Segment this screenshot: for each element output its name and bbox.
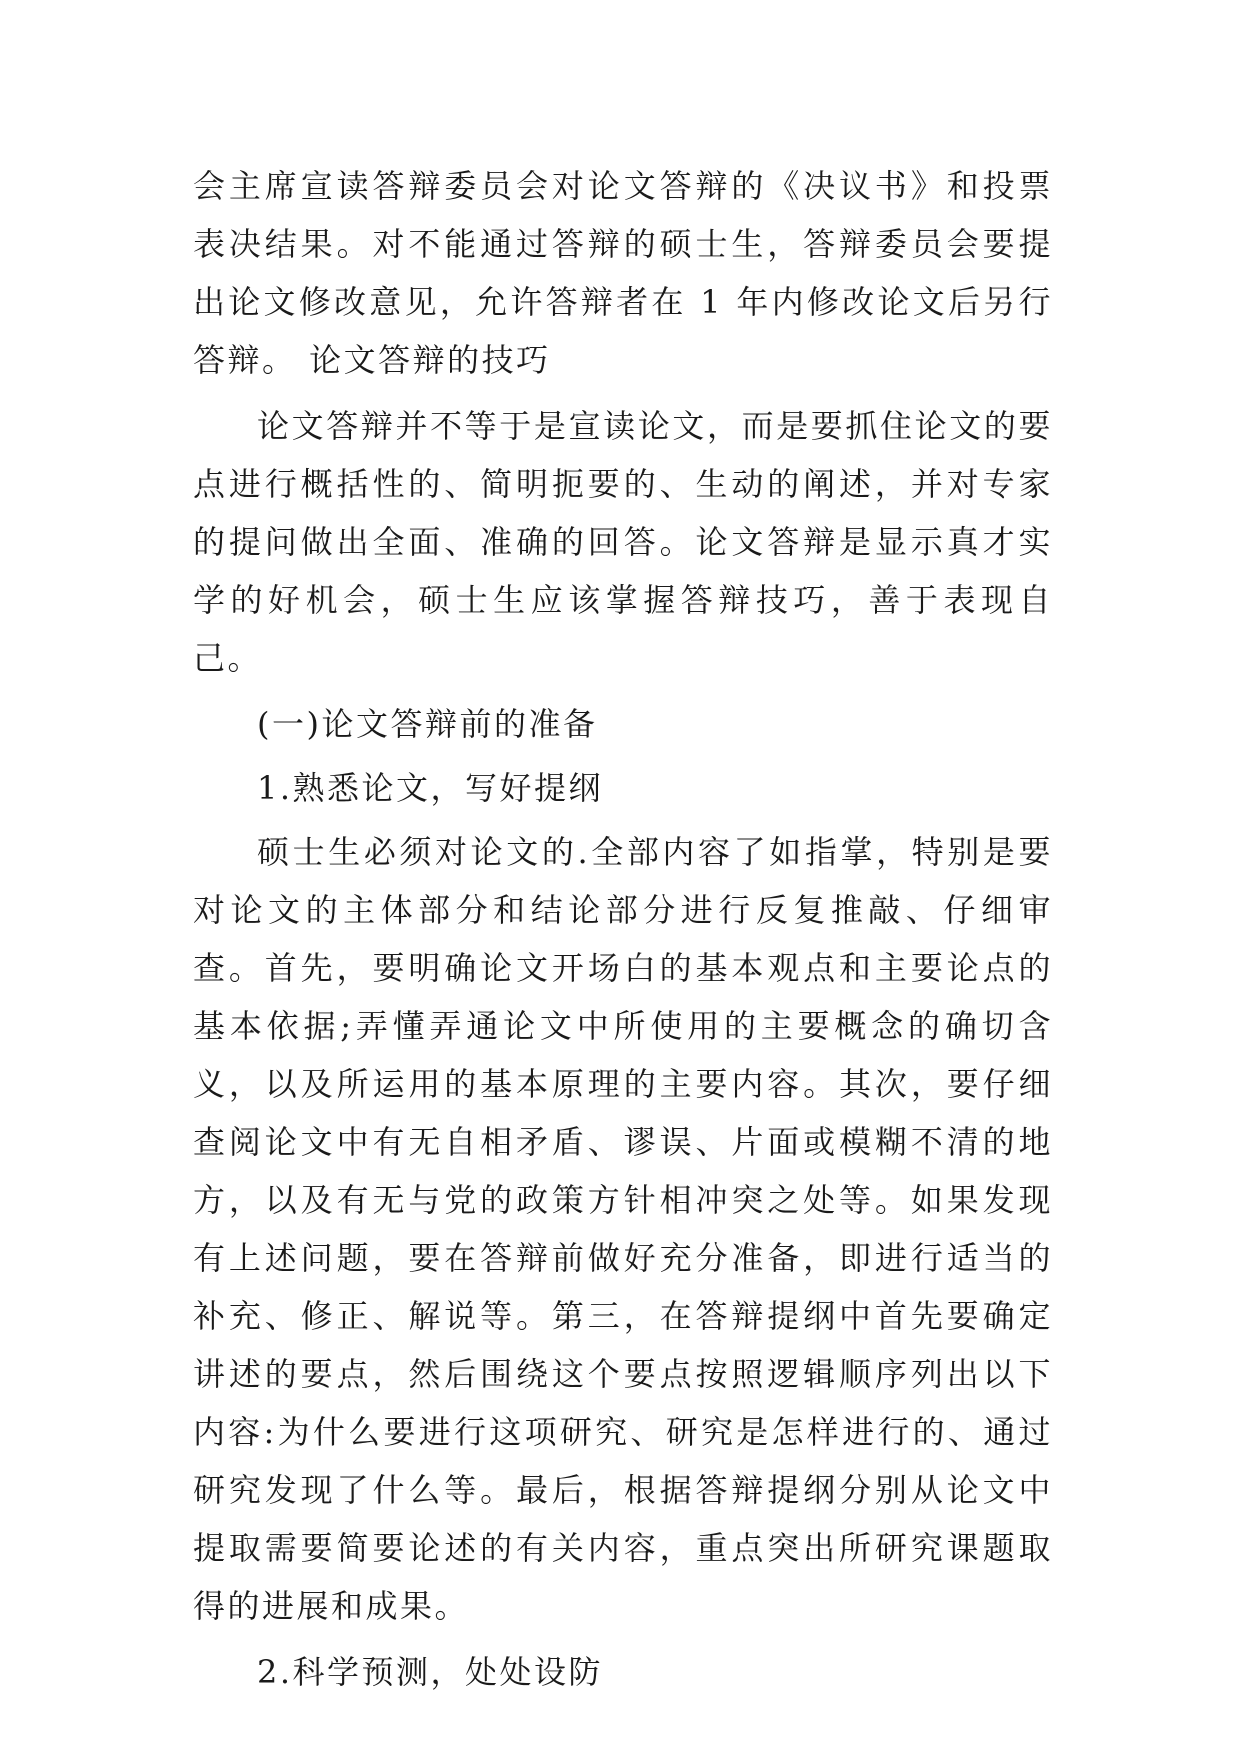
subsection-heading-prediction: 2.科学预测，处处设防 (257, 1653, 604, 1691)
paragraph-defense-skills-intro: 论文答辩并不等于是宣读论文，而是要抓住论文的要点进行概括性的、简明扼要的、生动的阐述，并对专家的提问做出全面、准确的回答。论文答辩是显示真才实学的好机会，硕士生应该掌握答辩技巧，善于表现自己。 (193, 407, 1053, 677)
section-heading-preparation: (一)论文答辩前的准备 (257, 705, 598, 743)
subsection-heading-familiarize: 1.熟悉论文，写好提纲 (257, 769, 604, 807)
paragraph-defense-result: 会主席宣读答辩委员会对论文答辩的《决议书》和投票表决结果。对不能通过答辩的硕士生，答辩委员会要提出论文修改意见，允许答辩者在 1 年内修改论文后另行答辩。 论文答辩的技巧 (193, 167, 1053, 379)
document-body (193, 157, 1053, 1707)
paragraph-familiarize-thesis: 硕士生必须对论文的.全部内容了如指掌，特别是要对论文的主体部分和结论部分进行反复推敲、仔细审查。首先，要明确论文开场白的基本观点和主要论点的基本依据;弄懂弄通论文中所使用的主要概念的确切含义，以及所运用的基本原理的主要内容。其次，要仔细查阅论文中有无自相矛盾、谬误、片面或模糊不清的地方，以及有无与党的政策方针相冲突之处等。如果发现有上述问题，要在答辩前做好充分准备，即进行适当的补充、修正、解说等。第三，在答辩提纲中首先要确定讲述的要点，然后围绕这个要点按照逻辑顺序列出以下内容:为什么要进行这项研究、研究是怎样进行的、通过研究发现了什么等。最后，根据答辩提纲分别从论文中提取需要简要论述的有关内容，重点突出所研究课题取得的进展和成果。 (193, 833, 1053, 1625)
